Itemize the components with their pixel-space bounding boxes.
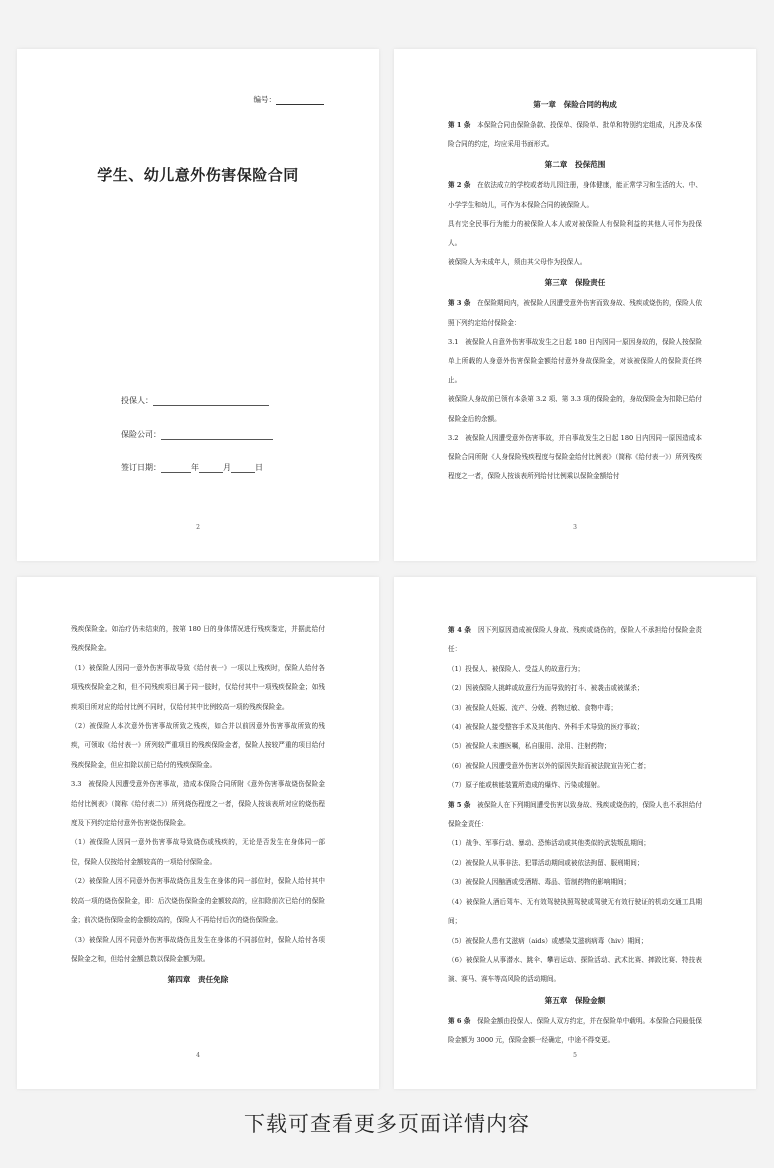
article-number: 第 4 条: [448, 626, 472, 634]
serial-blank-line: [276, 96, 324, 105]
body-paragraph: 被保险人为未成年人，须由其父母作为投保人。: [448, 258, 587, 267]
insurance-company-field: [121, 429, 273, 440]
body-paragraph: （2）因被保险人挑衅或故意行为而导致的打斗、被袭击或被谋杀；: [448, 684, 644, 693]
body-paragraph: （4）被保险人酒后驾车、无有效驾驶执照驾驶或驾驶无有效行驶证的机动交通工具期间；: [448, 897, 702, 926]
page-body: [71, 620, 325, 991]
body-paragraph: （3）被保险人妊娠、流产、分娩、药物过敏、食物中毒；: [448, 703, 618, 712]
article-number: 第 2 条: [448, 181, 471, 190]
article-paragraph: [448, 294, 702, 332]
body-paragraph: 残疾保险金。如治疗仍未结束的，按第 180 日的身体情况进行残疾鉴定，并据此给付残疾保险金。: [71, 625, 325, 653]
article-text: 因下列原因造成被保险人身故、残疾或烧伤的，保险人不承担给付保险金责任：: [448, 626, 702, 654]
chapter-heading: 第四章 责任免除: [167, 975, 229, 985]
article-paragraph: [448, 1012, 702, 1051]
body-paragraph: （3）被保险人因酗酒或受酒精、毒品、管制药物的影响期间；: [448, 878, 631, 887]
body-paragraph: （1）投保人、被保险人、受益人的故意行为；: [448, 664, 585, 673]
body-paragraph: （1）被保险人因同一意外伤害事故导致《给付表一》一项以上残疾时，保险人给付各项残疾保险金之和，但不同残疾项目属于同一肢时，仅给付其中一项残疾保险金；如残疾项目所对应的给付比例不同时，仅给付其中比例较高一项的残疾保险金。: [71, 663, 325, 711]
body-paragraph: （2）被保险人因不同意外伤害事故烧伤且发生在身体的同一部位时，保险人给付其中较高一项的烧伤保险金，即：后次烧伤保险金的金额较高的，应扣除前次已给付的保险金；前次烧伤保险金的金额较高的，保险人不再给付后次的烧伤保险金。: [71, 877, 325, 925]
year-label: 年: [191, 463, 199, 472]
month-label: 月: [223, 463, 231, 472]
body-paragraph: （5）被保险人未遵医嘱，私自服用、涂用、注射药物；: [448, 742, 611, 751]
serial-number-field: [254, 94, 325, 105]
signing-date-field: [121, 462, 263, 473]
article-number: 第 5 条: [448, 800, 471, 809]
page-body: [448, 94, 702, 486]
page-chapter-1-3: [394, 49, 756, 561]
article-text: 本保险合同由保险条款、投保单、保险单、批单和特别约定组成，凡涉及本保险合同的约定，均应采用书面形式。: [448, 121, 703, 149]
page-number: 3: [573, 524, 577, 531]
page-number: 4: [196, 1052, 200, 1059]
article-number: 第 6 条: [448, 1016, 471, 1025]
article-paragraph: [448, 621, 702, 660]
contract-title: 学生、幼儿意外伤害保险合同: [97, 166, 299, 184]
chapter-heading: 第三章 保险责任: [544, 278, 606, 288]
page-chapter-3-4: [17, 577, 379, 1089]
body-paragraph: （5）被保险人患有艾滋病（aids）或感染艾滋病病毒（hiv）期间；: [448, 936, 648, 945]
insurance-company-label: 保险公司：: [121, 430, 161, 439]
serial-label: 编号：: [253, 95, 276, 104]
body-paragraph: （6）被保险人从事潜水、跳伞、攀岩运动、探险活动、武术比赛、摔跤比赛、特技表演、赛马、赛车等高风险的活动期间。: [448, 955, 702, 984]
page-cover: [17, 49, 379, 561]
article-number: 第 1 条: [448, 121, 471, 129]
body-paragraph: 被保险人身故前已领有本条第 3.2 项、第 3.3 项的保险金的，身故保险金为扣除已给付保险金后的余额。: [448, 395, 702, 423]
body-paragraph: （2）被保险人从事非法、犯罪活动期间或被依法拘留、服刑期间；: [448, 858, 644, 867]
download-more-caption[interactable]: 下载可查看更多页面详情内容: [244, 1112, 530, 1136]
body-paragraph: 3.3 被保险人因遭受意外伤害事故，造成本保险合同所附《意外伤害事故烧伤保险金给付比例表》（简称《给付表二》）所列烧伤程度之一者，保险人按该表所对应的烧伤程度及下列约定给付意外伤害烧伤保险金。: [71, 780, 325, 828]
body-paragraph: （1）被保险人因同一意外伤害事故导致烧伤或残疾的，无论是否发生在身体同一部位，保险人仅按给付金额较高的一项给付保险金。: [71, 838, 325, 866]
year-blank-line: [161, 463, 191, 473]
page-number: 2: [196, 524, 200, 531]
insurance-company-blank-line: [161, 430, 273, 440]
article-paragraph: [448, 116, 702, 154]
article-text: 在依法成立的学校或者幼儿园注册，身体健康，能正常学习和生活的大、中、小学学生和幼儿，可作为本保险合同的被保险人。: [448, 181, 703, 209]
article-text: 在保险期间内，被保险人因遭受意外伤害而致身故、残疾或烧伤的，保险人依照下列约定给付保险金：: [448, 299, 703, 327]
body-paragraph: 3.1 被保险人自意外伤害事故发生之日起 180 日内因同一原因身故的，保险人按保险单上所载的人身意外伤害保险金额给付意外身故保险金，对该被保险人的保险责任终止。: [448, 337, 702, 385]
chapter-heading: 第五章 保险金额: [544, 995, 606, 1005]
signing-date-label: 签订日期：: [121, 463, 161, 472]
body-paragraph: （7）原子能或核能装置所造成的爆炸、污染或辐射。: [448, 781, 604, 790]
policyholder-label: 投保人：: [121, 396, 153, 405]
article-text: 被保险人在下列期间遭受伤害以致身故、残疾或烧伤的，保险人也不承担给付保险金责任：: [448, 800, 703, 829]
body-paragraph: （1）战争、军事行动、暴动、恐怖活动或其他类似的武装叛乱期间；: [448, 839, 651, 848]
article-number: 第 3 条: [448, 299, 471, 308]
body-paragraph: （6）被保险人因遭受意外伤害以外的原因失踪而被法院宣告死亡者；: [448, 761, 651, 770]
body-paragraph: 3.2 被保险人因遭受意外伤害事故，并自事故发生之日起 180 日内因同一原因造成本保险合同所附《人身保险残疾程度与保险金给付比例表》（简称《给付表一》）所列残疾程度之一者，保险人按该表所列给付比例乘以保险金额给付: [448, 433, 702, 481]
day-label: 日: [255, 463, 263, 472]
month-blank-line: [199, 463, 223, 473]
page-body: [448, 621, 702, 1051]
article-paragraph: [448, 796, 702, 835]
body-paragraph: （3）被保险人因不同意外伤害事故烧伤且发生在身体的不同部位时，保险人给付各项保险金之和，但给付金额总数以保险金额为限。: [71, 935, 325, 963]
chapter-heading: 第二章 投保范围: [544, 160, 606, 170]
article-paragraph: [448, 176, 702, 214]
page-chapter-4-5: [394, 577, 756, 1089]
body-paragraph: （2）被保险人本次意外伤害事故所致之残疾，如合并以前因意外伤害事故所致的残疾，可领取《给付表一》所列较严重项目的残疾保险金者，保险人按较严重的项目给付残疾保险金，但应扣除以前已给付的残疾保险金。: [71, 722, 325, 769]
policyholder-field: [121, 395, 269, 406]
body-paragraph: 具有完全民事行为能力的被保险人本人或对被保险人有保险利益的其他人可作为投保人。: [448, 219, 702, 248]
chapter-heading: 第一章 保险合同的构成: [533, 100, 617, 109]
policyholder-blank-line: [153, 396, 269, 406]
page-number: 5: [573, 1052, 577, 1059]
body-paragraph: （4）被保险人接受整容手术及其他内、外科手术导致的医疗事故；: [448, 723, 644, 732]
article-text: 保险金额由投保人、保险人双方约定，并在保险单中载明。本保险合同最低保险金额为 3000 元，保险金额一经确定，中途不得变更。: [448, 1016, 703, 1045]
day-blank-line: [231, 463, 255, 473]
